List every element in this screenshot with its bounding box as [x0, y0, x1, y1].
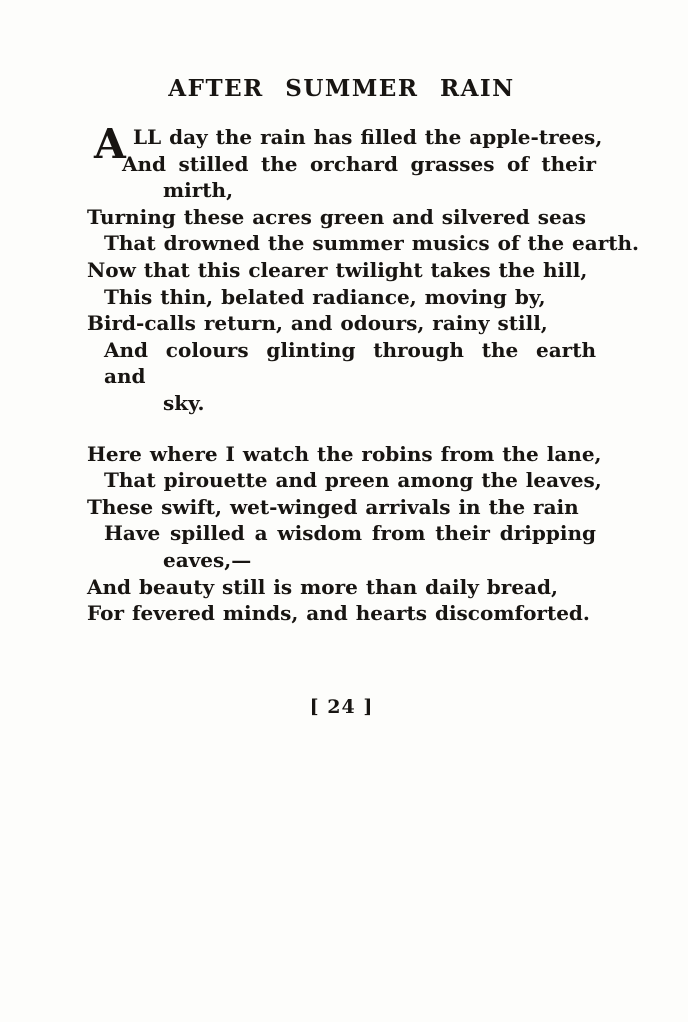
poem-body: [87, 120, 639, 627]
poem-line: Here where I watch the robins from the lane,: [87, 441, 602, 466]
poem-line: Turning these acres green and silvered seas: [87, 204, 586, 229]
poem-line: LL day the rain has filled the apple-trees,: [133, 125, 603, 149]
poem-line: That pirouette and preen among the leaves,: [104, 468, 602, 493]
poem-line: That drowned the summer musics of the earth.: [104, 231, 639, 256]
poem-line: This thin, belated radiance, moving by,: [104, 284, 546, 309]
poem-line: Now that this clearer twilight takes the hill,: [87, 257, 588, 282]
poem-line: And beauty still is more than daily bread,: [87, 574, 558, 599]
poem-line: eaves,—: [163, 547, 252, 572]
poem-line: For fevered minds, and hearts discomforted.: [87, 601, 590, 626]
stanza-2: [87, 441, 602, 627]
stanza-1: [87, 120, 639, 417]
drop-cap-letter: A: [94, 120, 126, 168]
poem-line: Bird-calls return, and odours, rainy still,: [87, 311, 548, 336]
poem-title: AFTER SUMMER RAIN: [168, 75, 515, 102]
poem-line: Have spilled a wisdom from their dripping: [104, 521, 596, 546]
poem-line: These swift, wet-winged arrivals in the rain: [87, 494, 579, 519]
poem-line: sky.: [163, 390, 205, 415]
poem-line: And stilled the orchard grasses of their: [122, 151, 596, 176]
poem-line: mirth,: [163, 178, 234, 203]
poem-line: And colours glinting through the earth and: [104, 337, 596, 389]
page-number: [ 24 ]: [309, 696, 374, 718]
